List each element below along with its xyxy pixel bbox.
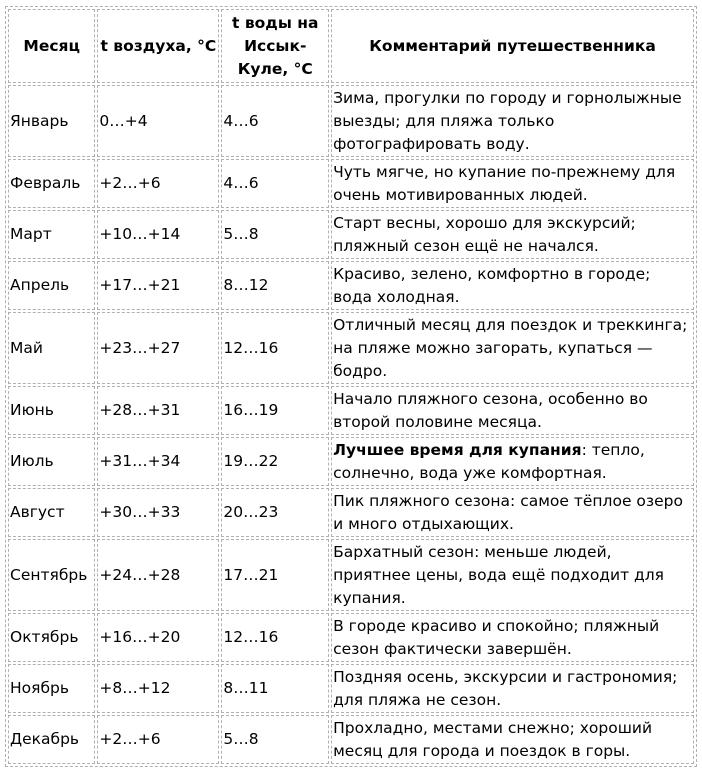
cell-month: Август (8, 488, 95, 537)
cell-month: Июнь (8, 386, 95, 435)
table-row (8, 386, 694, 435)
cell-month: Март (8, 210, 95, 259)
comment-text: Прохладно, местами снежно; хороший месяц для города и поездок в горы. (333, 718, 653, 760)
cell-air-temp: +31…+34 (97, 437, 219, 486)
cell-comment (331, 437, 694, 486)
cell-water-temp: 17…21 (221, 539, 329, 611)
cell-month: Октябрь (8, 613, 95, 662)
table-row (8, 613, 694, 662)
cell-comment (331, 312, 694, 384)
comment-highlight: Лучшее время для купания (333, 440, 582, 459)
cell-water-temp: 20…23 (221, 488, 329, 537)
header-air-temp: t воздуха, °C (97, 9, 219, 83)
cell-month: Апрель (8, 261, 95, 310)
cell-comment (331, 159, 694, 208)
cell-month: Май (8, 312, 95, 384)
table-row (8, 664, 694, 713)
cell-air-temp: +24…+28 (97, 539, 219, 611)
cell-comment (331, 261, 694, 310)
table-row (8, 159, 694, 208)
table-row (8, 539, 694, 611)
comment-text: Отличный месяц для поездок и треккинга; на пляже можно загорать, купаться — бодро. (333, 315, 688, 380)
cell-comment (331, 539, 694, 611)
cell-comment (331, 386, 694, 435)
cell-month: Февраль (8, 159, 95, 208)
cell-air-temp: +16…+20 (97, 613, 219, 662)
cell-water-temp: 8…12 (221, 261, 329, 310)
cell-air-temp: +23…+27 (97, 312, 219, 384)
cell-water-temp: 4…6 (221, 85, 329, 157)
cell-comment (331, 210, 694, 259)
table-row (8, 715, 694, 764)
cell-month: Ноябрь (8, 664, 95, 713)
cell-air-temp: +28…+31 (97, 386, 219, 435)
cell-water-temp: 16…19 (221, 386, 329, 435)
cell-air-temp: 0…+4 (97, 85, 219, 157)
comment-text: Начало пляжного сезона, особенно во второй половине месяца. (333, 389, 648, 431)
comment-text: Зима, прогулки по городу и горнолыжные выезды; для пляжа только фотографировать воду. (333, 88, 682, 153)
table-row (8, 261, 694, 310)
cell-air-temp: +2…+6 (97, 159, 219, 208)
cell-air-temp: +2…+6 (97, 715, 219, 764)
comment-text: В городе красиво и спокойно; пляжный сезон фактически завершён. (333, 616, 660, 658)
comment-text: Пик пляжного сезона: самое тёплое озеро и много отдыхающих. (333, 491, 683, 533)
table-row (8, 85, 694, 157)
cell-month: Сентябрь (8, 539, 95, 611)
comment-text: Поздняя осень, экскурсии и гастрономия; для пляжа не сезон. (333, 667, 678, 709)
table-row (8, 488, 694, 537)
cell-month: Декабрь (8, 715, 95, 764)
table-row (8, 312, 694, 384)
cell-month: Июль (8, 437, 95, 486)
cell-air-temp: +8…+12 (97, 664, 219, 713)
header-month: Месяц (8, 9, 95, 83)
cell-water-temp: 19…22 (221, 437, 329, 486)
cell-comment (331, 488, 694, 537)
cell-water-temp: 12…16 (221, 613, 329, 662)
cell-comment (331, 664, 694, 713)
cell-air-temp: +10…+14 (97, 210, 219, 259)
comment-text: Чуть мягче, но купание по-прежнему для очень мотивированных людей. (333, 162, 676, 204)
cell-comment (331, 85, 694, 157)
cell-month: Январь (8, 85, 95, 157)
header-row (8, 9, 694, 83)
comment-text: Красиво, зелено, комфортно в городе; вода холодная. (333, 264, 651, 306)
cell-comment (331, 613, 694, 662)
cell-air-temp: +30…+33 (97, 488, 219, 537)
cell-water-temp: 5…8 (221, 210, 329, 259)
table-row (8, 210, 694, 259)
header-comment: Комментарий путешественника (331, 9, 694, 83)
comment-text: : тепло, солнечно, вода уже комфортная. (333, 440, 645, 482)
cell-comment (331, 715, 694, 764)
comment-text: Старт весны, хорошо для экскурсий; пляжный сезон ещё не начался. (333, 213, 636, 255)
cell-water-temp: 8…11 (221, 664, 329, 713)
comment-text: Бархатный сезон: меньше людей, приятнее цены, вода ещё подходит для купания. (333, 542, 664, 607)
climate-table (5, 6, 697, 767)
header-water-temp: t воды на Иссык-Куле, °C (221, 9, 329, 83)
table-row (8, 437, 694, 486)
cell-water-temp: 4…6 (221, 159, 329, 208)
cell-water-temp: 5…8 (221, 715, 329, 764)
cell-water-temp: 12…16 (221, 312, 329, 384)
cell-air-temp: +17…+21 (97, 261, 219, 310)
